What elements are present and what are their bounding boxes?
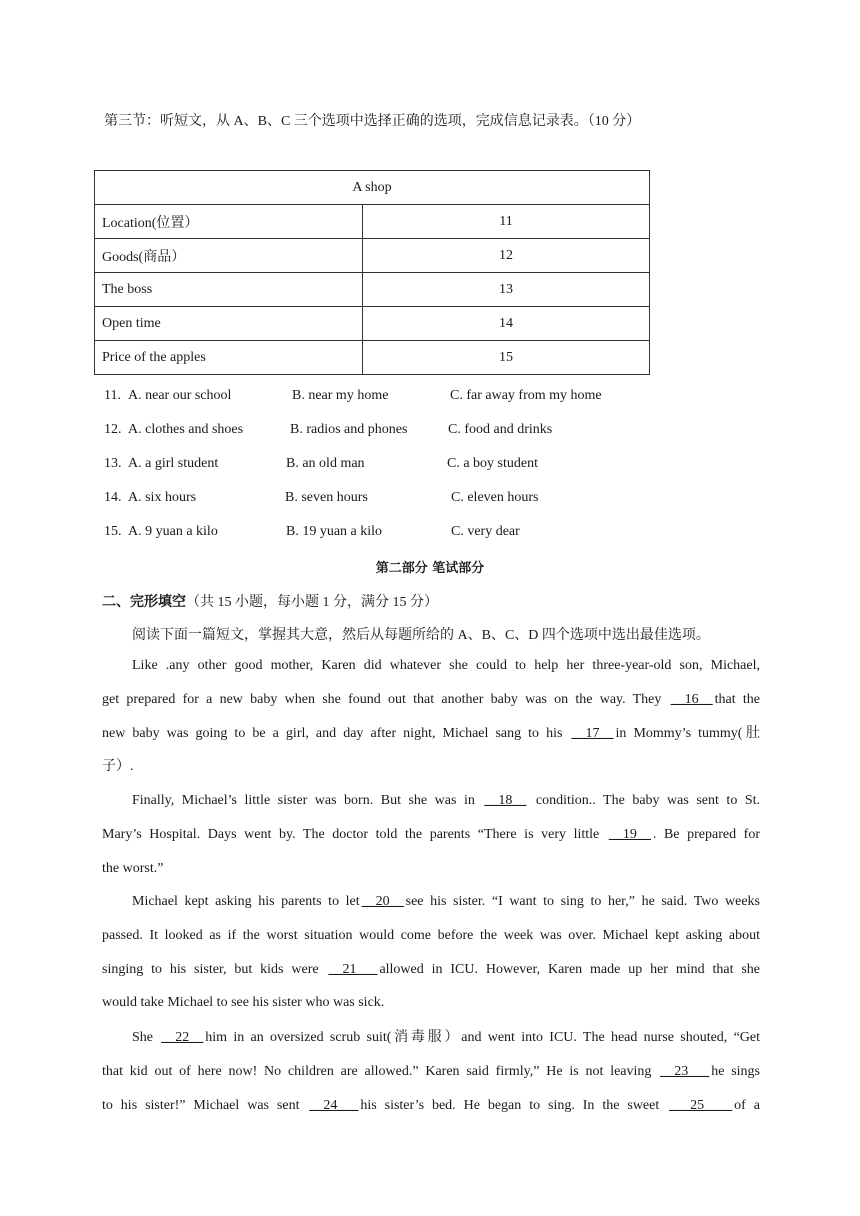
cloze-heading-detail: （共 15 小题，每小题 1 分，满分 15 分） xyxy=(186,595,438,610)
option-c: C. far away from my home xyxy=(450,388,602,403)
option-b: B. seven hours xyxy=(285,490,368,505)
passage-line: new baby was going to be a girl, and day after night, Michael sang to his __17__ in Mommy’s tummy(肚 xyxy=(102,725,760,741)
passage-line: Michael kept asking his parents to let __20__ see his sister. “I want to sing to her,” he said. Two weeks xyxy=(132,894,760,909)
passage-line: She __22__ him in an oversized scrub suit(消毒服）and went into ICU. The head nurse shouted, “Get xyxy=(132,1030,760,1045)
question-number: 13. xyxy=(104,456,122,471)
table-cell-label: The boss xyxy=(95,273,363,307)
blank-19[interactable]: __19__ xyxy=(608,826,651,842)
info-table xyxy=(94,170,650,375)
option-b: B. radios and phones xyxy=(290,422,408,437)
table-cell-number: 12 xyxy=(363,239,650,273)
passage-line: the worst.” xyxy=(102,860,164,876)
section3-heading: 第三节：听短文，从 A、B、C 三个选项中选择正确的选项，完成信息记录表。（10 分） xyxy=(104,114,641,129)
part2-title: 第二部分 笔试部分 xyxy=(375,561,485,576)
option-a: A. clothes and shoes xyxy=(128,422,244,437)
passage-paragraph-2 xyxy=(102,784,760,885)
table-cell-label: Goods(商品） xyxy=(95,239,363,273)
option-a: A. six hours xyxy=(128,490,197,505)
option-c: C. food and drinks xyxy=(448,422,553,437)
option-c: C. a boy student xyxy=(447,456,538,471)
blank-23[interactable]: __23___ xyxy=(660,1063,710,1079)
blank-17[interactable]: __17__ xyxy=(571,725,614,741)
passage-paragraph-3 xyxy=(102,885,760,1020)
table-cell-label: Open time xyxy=(95,307,363,341)
option-a: A. a girl student xyxy=(128,456,219,471)
option-c: C. very dear xyxy=(451,524,520,539)
passage-line: Like .any other good mother, Karen did whatever she could to help her three-year-old son, Michael, xyxy=(132,658,760,673)
table-cell-number: 15 xyxy=(363,341,650,375)
question-number: 11. xyxy=(104,388,121,403)
table-row xyxy=(95,307,650,341)
passage-line: to his sister!” Michael was sent __24___ his sister’s bed. He began to sing. In the sweet ___25____ of a xyxy=(102,1097,760,1113)
passage-line: would take Michael to see his sister who was sick. xyxy=(102,995,385,1011)
option-b: B. 19 yuan a kilo xyxy=(286,524,383,539)
table-cell-label: Price of the apples xyxy=(95,341,363,375)
table-row xyxy=(95,273,650,307)
table-cell-number: 11 xyxy=(363,205,650,239)
question-number: 14. xyxy=(104,490,122,505)
question-number: 12. xyxy=(104,422,122,437)
passage-paragraph-4 xyxy=(102,1021,760,1122)
cloze-instruction: 阅读下面一篇短文，掌握其大意，然后从每题所给的 A、B、C、D 四个选项中选出最佳选项。 xyxy=(132,628,710,643)
blank-20[interactable]: __20__ xyxy=(361,894,404,909)
passage-line: 子）. xyxy=(102,759,134,775)
table-row xyxy=(95,341,650,375)
passage-paragraph-1 xyxy=(102,649,760,784)
table-cell-label: Location(位置） xyxy=(95,205,363,239)
table-row xyxy=(95,205,650,239)
table-title: A shop xyxy=(95,171,650,205)
blank-16[interactable]: __16__ xyxy=(670,691,713,707)
blank-24[interactable]: __24___ xyxy=(309,1097,359,1113)
table-row xyxy=(95,239,650,273)
table-title-row xyxy=(95,171,650,205)
cloze-heading-label: 二、完形填空 xyxy=(102,595,186,610)
blank-25[interactable]: ___25____ xyxy=(669,1097,733,1113)
blank-18[interactable]: __18__ xyxy=(484,793,527,808)
option-b: B. an old man xyxy=(286,456,365,471)
question-number: 15. xyxy=(104,524,122,539)
option-a: A. near our school xyxy=(128,388,232,403)
blank-22[interactable]: __22__ xyxy=(161,1030,204,1045)
passage-line: singing to his sister, but kids were __21___ allowed in ICU. However, Karen made up her mind that she xyxy=(102,961,760,977)
passage-line: passed. It looked as if the worst situation would come before the week was over. Michael kept asking about xyxy=(102,927,760,943)
cloze-heading xyxy=(102,591,438,611)
passage-line: get prepared for a new baby when she found out that another baby was on the way. They __16__ that the xyxy=(102,691,760,707)
table-cell-number: 13 xyxy=(363,273,650,307)
passage-line: Mary’s Hospital. Days went by. The doctor told the parents “There is very little __19__ . Be prepared for xyxy=(102,826,760,842)
table-cell-number: 14 xyxy=(363,307,650,341)
option-a: A. 9 yuan a kilo xyxy=(128,524,218,539)
blank-21[interactable]: __21___ xyxy=(328,961,378,977)
passage-line: that kid out of here now! No children are allowed.” Karen said firmly,” He is not leaving __23___ he sings xyxy=(102,1063,760,1079)
passage-line: Finally, Michael’s little sister was born. But she was in __18__ condition.. The baby was sent to St. xyxy=(132,793,761,808)
option-c: C. eleven hours xyxy=(451,490,539,505)
option-b: B. near my home xyxy=(292,388,389,403)
